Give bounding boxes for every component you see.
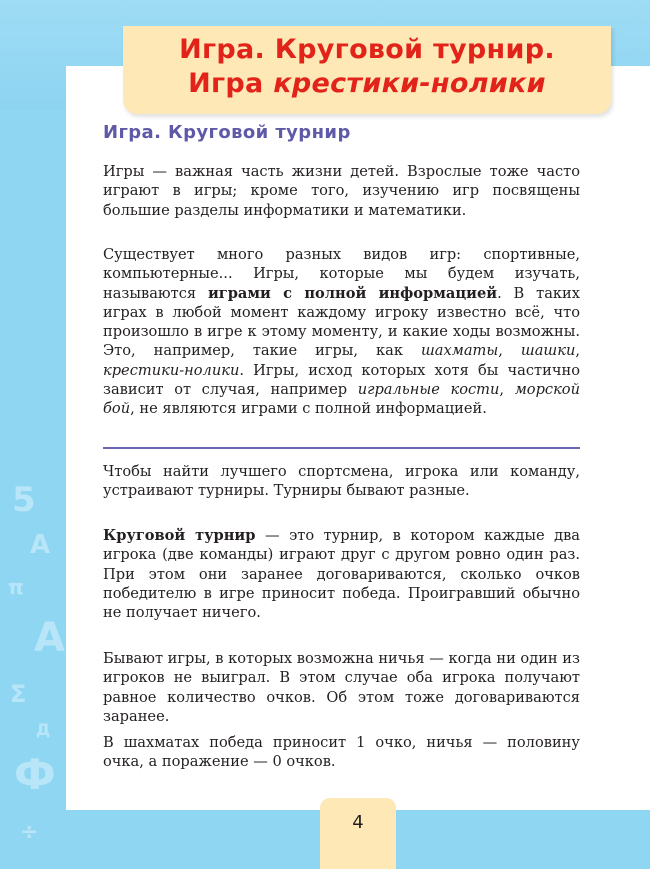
title-line-1: Игра. Круговой турнир. — [179, 34, 555, 65]
title-line-2: Игра крестики-нолики — [188, 68, 546, 99]
page-number-box — [320, 798, 396, 869]
section-divider — [103, 447, 580, 449]
paragraph-4: Круговой турнир — это турнир, в котором каждые два игрока (две команды) играют друг с другом ровно один раз. При этом они заранее договариваются, сколько очков победителю в игре приносит победа. Проигравший обычно не получает ничего. — [103, 527, 581, 622]
paragraph-1: Игры — важная часть жизни детей. Взрослые тоже часто играют в игры; кроме того, изучению игр посвящены большие разделы информатики и математики. — [103, 163, 580, 219]
decorative-symbols: 5 A π A Σ Д Ф ÷ — [8, 480, 65, 845]
paragraph-5: Бывают игры, в которых возможна ничья — когда ни один из игроков не выиграл. В этом случае оба игрока получают равное количество очков. Об этом тоже договариваются заранее. — [103, 650, 580, 725]
page-number: 4 — [352, 812, 364, 833]
paragraph-6: В шахматах победа приносит 1 очко, ничья — половину очка, а поражение — 0 очков. — [103, 734, 580, 771]
paragraph-3: Чтобы найти лучшего спортсмена, игрока или команду, устраивают турниры. Турниры бывают разные. — [103, 463, 580, 500]
title-box — [123, 26, 611, 114]
section-heading: Игра. Круговой турнир — [103, 122, 351, 143]
paragraph-2: Существует много разных видов игр: спортивные, компьютерные... Игры, которые мы будем изучать, называются играми с полной информацией. В таких играх в любой момент каждому игроку известно всё, что произошло в игре к этому моменту, и какие ходы возможны. Это, например, такие игры, как шахматы, шашки, крестики-нолики. Игры, исход которых хотя бы частично зависит от случая, например игральные кости, морской бой, не являются играми с полной информацией. — [103, 246, 580, 418]
